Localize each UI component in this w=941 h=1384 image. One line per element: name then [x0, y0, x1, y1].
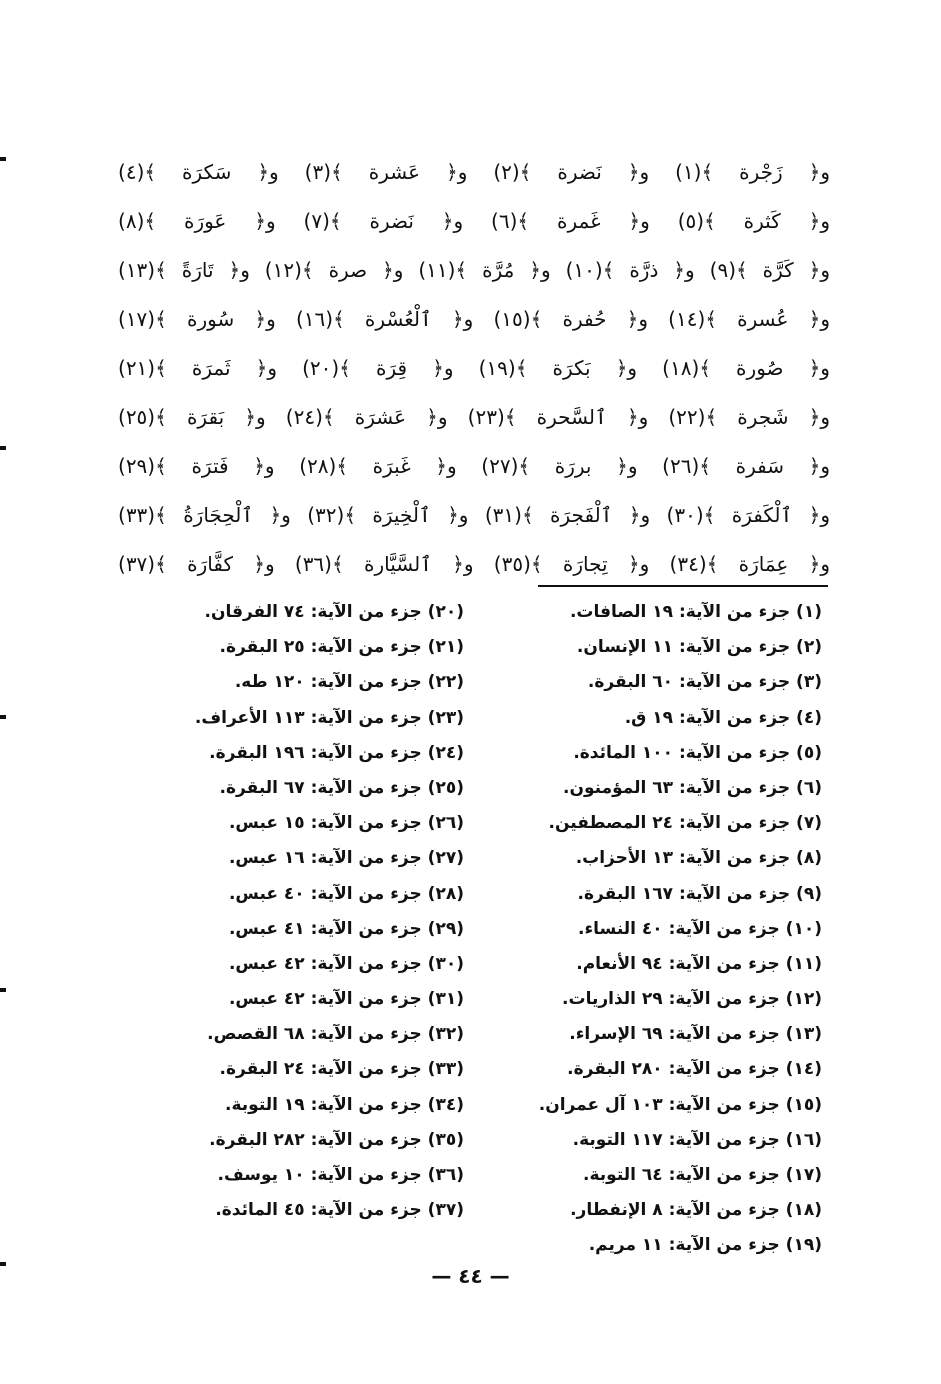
footnote: (٣٣) جزء من الآية: ٢٤ البقرة. — [219, 1059, 464, 1080]
footnote: (٤) جزء من الآية: ١٩ ق. — [624, 707, 822, 728]
footnote: (٦) جزء من الآية: ٦٣ المؤمنون. — [563, 777, 822, 798]
verse-line: و﴿ صُورة ﴾(١٨) و﴿ بَكرَة ﴾(١٩) و﴿ قِرَة ﴾(٢٠) و﴿ ثَمرَة ﴾(٢١) — [118, 356, 830, 380]
verse-line: و﴿ سَفرة ﴾(٢٦) و﴿ بررَة ﴾(٢٧) و﴿ غَبرَة ﴾(٢٨) و﴿ فَترَة ﴾(٢٩) — [118, 454, 830, 478]
footnote: (١٩) جزء من الآية: ١١ مريم. — [588, 1235, 822, 1256]
footnote: (٧) جزء من الآية: ٢٤ المصطفين. — [548, 813, 822, 834]
verse-line: و﴿ زَجْرة ﴾(١) و﴿ نَضرة ﴾(٢) و﴿ عَشرة ﴾(٣) و﴿ سَكرَة ﴾(٤) — [118, 160, 831, 184]
scan-edge-mark — [0, 715, 6, 719]
footnotes-right-column — [490, 595, 822, 1264]
scan-edge-mark — [0, 446, 6, 450]
footnote: (٣٠) جزء من الآية: ٤٢ عبس. — [228, 953, 464, 974]
footnote: (٢) جزء من الآية: ١١ الإنسان. — [576, 637, 822, 658]
footnote: (٣٤) جزء من الآية: ١٩ التوبة. — [225, 1094, 464, 1115]
footnote: (٣٢) جزء من الآية: ٦٨ القصص. — [207, 1024, 464, 1045]
verse-block — [118, 148, 830, 589]
footnote: (٢٢) جزء من الآية: ١٢٠ طه. — [234, 672, 464, 693]
footnote: (١٤) جزء من الآية: ٢٨٠ البقرة. — [567, 1059, 822, 1080]
footnote: (٢٤) جزء من الآية: ١٩٦ البقرة. — [209, 742, 464, 763]
footnote: (١٦) جزء من الآية: ١١٧ التوبة. — [572, 1129, 822, 1150]
footnotes-left-column — [150, 595, 464, 1228]
footnote: (٩) جزء من الآية: ١٦٧ البقرة. — [577, 883, 822, 904]
footnote: (٢١) جزء من الآية: ٢٥ البقرة. — [219, 637, 464, 658]
verse-line: و﴿ شَجرة ﴾(٢٢) و﴿ ٱلسَّحرة ﴾(٢٣) و﴿ عَشرَة ﴾(٢٤) و﴿ بَقرَة ﴾(٢٥) — [118, 405, 831, 429]
footnote: (١٨) جزء من الآية: ٨ الإنفطار. — [570, 1200, 822, 1221]
page-number: — ٤٤ — — [431, 1264, 510, 1288]
footnote: (١٣) جزء من الآية: ٦٩ الإسراء. — [569, 1024, 822, 1045]
footnote: (٥) جزء من الآية: ١٠٠ المائدة. — [573, 742, 822, 763]
footnote: (٢٦) جزء من الآية: ١٥ عبس. — [228, 813, 464, 834]
scan-edge-mark — [0, 157, 6, 161]
footnote: (٢٠) جزء من الآية: ٧٤ الفرقان. — [204, 602, 464, 622]
footnote: (٣٥) جزء من الآية: ٢٨٢ البقرة. — [209, 1129, 464, 1150]
verse-line: و﴿ كَرَّة ﴾(٩) و﴿ ذرَّة ﴾(١٠) و﴿ مُرَّة ﴾(١١) و﴿ صرة ﴾(١٢) و﴿ تَارَةً ﴾(١٣) — [118, 258, 831, 282]
footnote: (٨) جزء من الآية: ١٣ الأحزاب. — [575, 848, 822, 869]
verse-line: و﴿ عُسرة ﴾(١٤) و﴿ حُفرة ﴾(١٥) و﴿ ٱلْعُسْرة ﴾(١٦) و﴿ سُورة ﴾(١٧) — [118, 307, 831, 331]
verse-line: و﴿ كَثرة ﴾(٥) و﴿ غَمرة ﴾(٦) و﴿ نَضرة ﴾(٧) و﴿ عَورَة ﴾(٨) — [118, 209, 830, 233]
footnote-separator — [538, 585, 828, 587]
footnote: (٣١) جزء من الآية: ٤٢ عبس. — [228, 989, 464, 1010]
verse-line: و﴿ عِمَارَة ﴾(٣٤) و﴿ تِجارَة ﴾(٣٥) و﴿ ٱلسَّيَّارة ﴾(٣٦) و﴿ كفَّارَة ﴾(٣٧) — [118, 552, 830, 576]
verse-line: و﴿ ٱلْكَفرَة ﴾(٣٠) و﴿ ٱلْفَجرَة ﴾(٣١) و﴿ ٱلْخِيرَة ﴾(٣٢) و﴿ ٱلْحِجَارَةُ ﴾(٣٣) — [118, 503, 831, 527]
footnote: (١٥) جزء من الآية: ١٠٣ آل عمران. — [538, 1094, 822, 1115]
footnote: (١١) جزء من الآية: ٩٤ الأنعام. — [576, 953, 822, 974]
scan-edge-mark — [0, 1262, 6, 1266]
footnote: (١٧) جزء من الآية: ٦٤ التوبة. — [583, 1165, 822, 1185]
footnote: (٢٩) جزء من الآية: ٤١ عبس. — [228, 918, 464, 939]
footnote: (٢٥) جزء من الآية: ٦٧ البقرة. — [219, 777, 464, 798]
footnote: (٢٨) جزء من الآية: ٤٠ عبس. — [228, 883, 464, 904]
footnote: (١) جزء من الآية: ١٩ الصافات. — [569, 602, 822, 622]
footnote: (١٠) جزء من الآية: ٤٠ النساء. — [578, 918, 822, 939]
footnote: (٢٣) جزء من الآية: ١١٣ الأعراف. — [194, 707, 464, 728]
footnote: (٣٧) جزء من الآية: ٤٥ المائدة. — [215, 1200, 464, 1221]
footnote: (٣٦) جزء من الآية: ١٠ يوسف. — [217, 1165, 464, 1185]
scan-edge-mark — [0, 988, 6, 992]
footnote: (٢٧) جزء من الآية: ١٦ عبس. — [228, 848, 464, 869]
footnote: (٣) جزء من الآية: ٦٠ البقرة. — [587, 672, 822, 693]
footnote: (١٢) جزء من الآية: ٢٩ الذاريات. — [562, 989, 822, 1010]
